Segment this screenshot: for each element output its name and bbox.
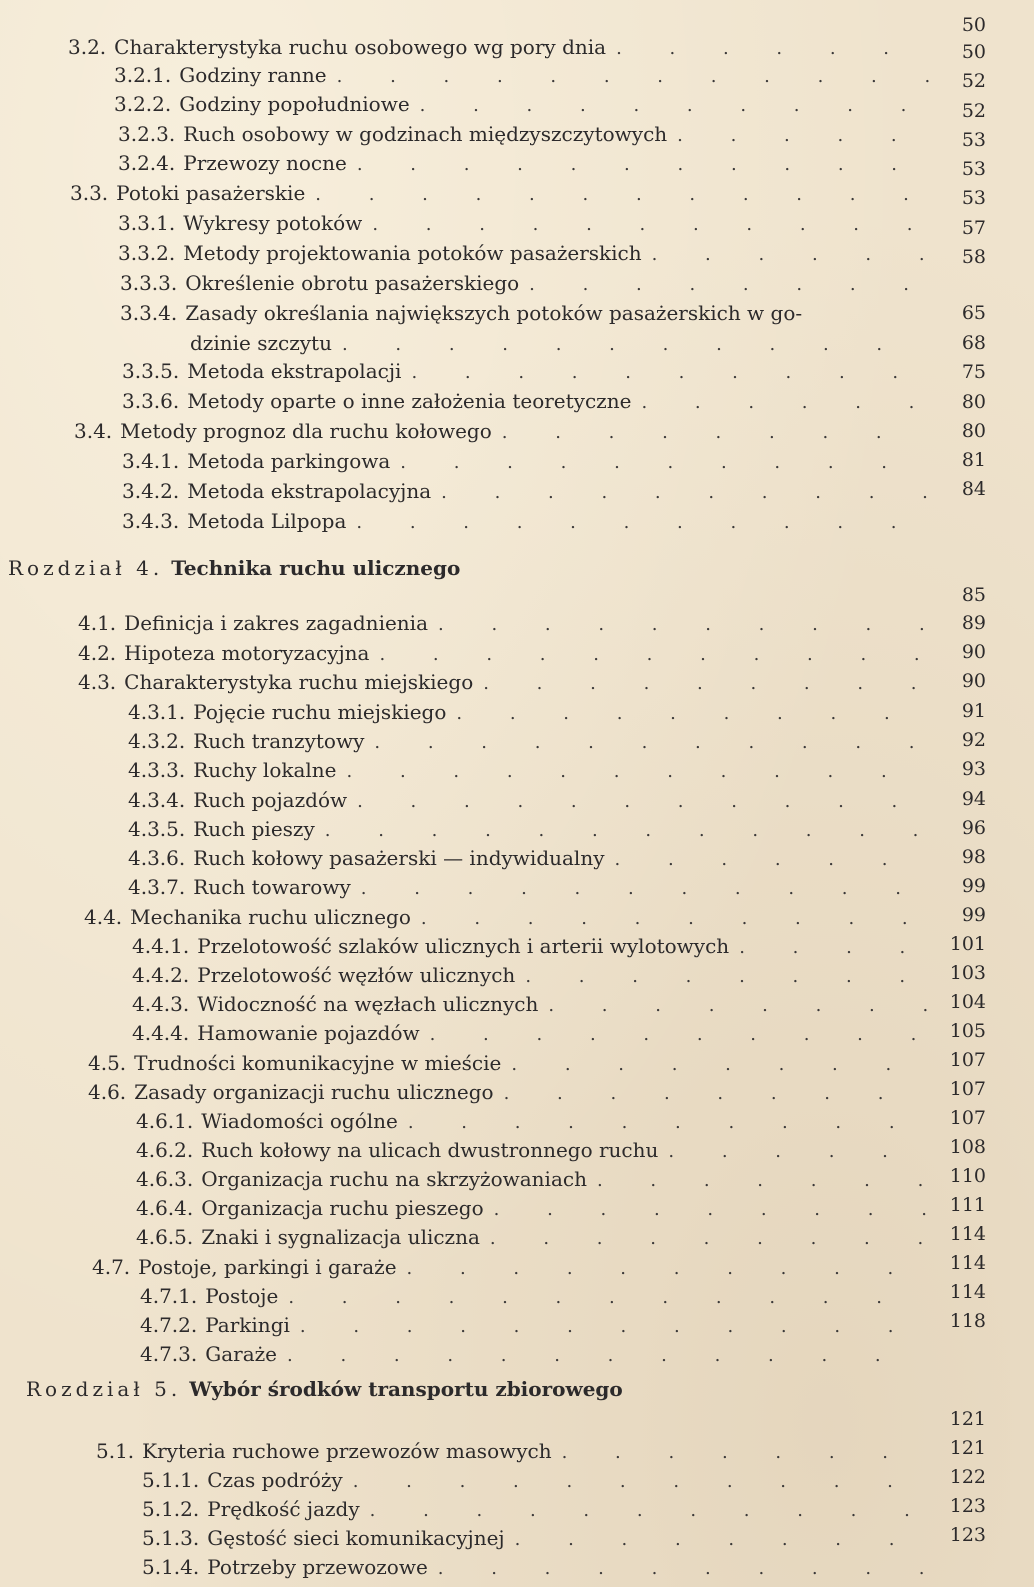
page-number: 121 [949,1437,986,1459]
dot-leader [441,478,930,508]
toc-entry[interactable] [114,60,930,90]
chapter-title: Wybór środków transportu zbiorowego [189,1377,623,1401]
page-number: 58 [961,246,986,268]
toc-entry[interactable] [122,356,930,386]
section-title: Ruch towarowy [193,875,351,899]
section-number: 3.4. [74,419,113,443]
section-number: 4.6.2. [136,1138,194,1162]
dot-leader [615,845,930,875]
toc-entry[interactable] [118,119,930,149]
section-number: 3.4.3. [122,509,180,533]
page-number: 107 [949,1078,986,1100]
section-number: 4.4.3. [132,992,190,1016]
section-title: Metody prognoz dla ruchu kołowego [120,419,492,443]
section-number: 4.7. [92,1255,131,1279]
section-title: Charakterystyka ruchu osobowego wg pory dnia [114,35,607,59]
toc-entry[interactable] [122,386,930,416]
dot-leader [356,508,930,538]
page-number: 65 [961,302,986,324]
page-number: 68 [961,332,986,354]
toc-entry[interactable] [142,1523,930,1553]
section-title: Metoda Lilpopa [187,509,347,533]
section-number: 4.4.2. [132,963,190,987]
section-title: Hipoteza motoryzacyjna [124,641,370,665]
section-number: 4.6.5. [136,1225,194,1249]
page-number: 101 [949,933,986,955]
page-number: 53 [961,158,986,180]
section-title: Kryteria ruchowe przewozów masowych [142,1439,552,1463]
section-title: Organizacja ruchu na skrzyżowaniach [201,1167,587,1191]
toc-entry[interactable] [78,608,930,638]
page-number: 80 [961,420,986,442]
section-title: Ruch pieszy [193,817,315,841]
dot-leader [353,1467,930,1497]
toc-entry[interactable] [88,1077,930,1107]
page-number: 123 [949,1495,986,1517]
dot-leader [374,728,930,758]
toc-entry[interactable] [142,1465,930,1495]
dot-leader [315,180,930,210]
dot-leader [325,816,930,846]
section-title: Godziny ranne [179,63,327,87]
toc-entry[interactable] [128,785,930,815]
page-number: 52 [961,70,986,92]
section-title: Metoda ekstrapolacyjna [187,479,432,503]
toc-entry[interactable] [136,1164,930,1194]
page-number: 107 [949,1107,986,1129]
section-number: 4.6. [88,1080,127,1104]
chapter-heading-4 [8,553,460,583]
toc-entry[interactable] [118,238,930,268]
section-number: 4.6.4. [136,1196,194,1220]
section-title: Ruch osobowy w godzinach międzyszczytowych [183,122,668,146]
toc-entry[interactable] [74,416,930,446]
toc-entry[interactable] [96,1436,930,1466]
dot-leader [379,640,930,670]
page-number: 98 [961,846,986,868]
page-number: 84 [961,478,986,500]
section-title: Metoda ekstrapolacji [187,359,402,383]
dot-leader [652,240,930,270]
toc-entry[interactable] [128,755,930,785]
dot-leader [438,610,930,640]
dot-leader [361,874,930,904]
section-title: Postoje [205,1284,279,1308]
section-title: Ruch tranzytowy [193,729,365,753]
dot-leader [421,904,930,934]
section-title: Hamowanie pojazdów [197,1021,420,1045]
dot-leader [400,448,930,478]
toc-entry[interactable] [114,89,930,119]
toc-entry[interactable] [136,1106,930,1136]
section-title: Zasady określania największych potoków pasażerskich w go- [185,301,803,325]
dot-leader [562,1438,930,1468]
page-number: 53 [961,187,986,209]
section-title: Ruchy lokalne [193,758,337,782]
page-number: 99 [961,904,986,926]
toc-entry[interactable] [128,872,930,902]
section-title: Metoda parkingowa [187,449,391,473]
toc-entry[interactable] [118,208,930,238]
section-number: 4.4.4. [132,1021,190,1045]
dot-leader [420,91,930,121]
page-number: 96 [961,817,986,839]
toc-entry[interactable] [132,1018,930,1048]
dot-leader [502,418,930,448]
page-number: 85 [961,584,986,606]
section-title: Metody projektowania potoków pasażerskich [183,241,642,265]
section-title: Wykresy potoków [183,211,363,235]
toc-entry[interactable] [128,697,930,727]
section-number: 4.3.2. [128,729,186,753]
section-number: 3.2.2. [114,92,172,116]
section-number: 5.1. [96,1439,135,1463]
dot-leader [347,757,930,787]
section-number: 3.3.6. [122,389,180,413]
page-number: 93 [961,758,986,780]
toc-entry[interactable] [84,902,930,932]
page-number: 114 [949,1252,986,1274]
section-title: Przelotowość węzłów ulicznych [197,963,516,987]
section-title: Czas podróży [207,1468,343,1492]
toc-entry[interactable] [136,1135,930,1165]
dot-leader [597,1166,930,1196]
section-number: 4.3.5. [128,817,186,841]
section-number: 3.3.4. [120,301,178,325]
section-number: 4.6.1. [136,1109,194,1133]
page-number: 91 [961,700,986,722]
section-number: 3.2.4. [118,151,176,175]
section-number: 5.1.4. [142,1555,200,1579]
toc-entry[interactable] [122,446,930,476]
page-number: 118 [949,1310,986,1332]
dot-leader [515,1525,930,1555]
page-number: 89 [961,612,986,634]
page-number: 80 [961,391,986,413]
page-number: 122 [949,1466,986,1488]
section-title: Przelotowość szlaków ulicznych i arterii wylotowych [197,934,730,958]
page-number: 90 [961,670,986,692]
page-number: 92 [961,729,986,751]
section-title: Widoczność na węzłach ulicznych [197,992,539,1016]
toc-entry[interactable] [78,638,930,668]
dot-leader [668,1137,930,1167]
section-number: 4.3. [78,670,117,694]
toc-entry[interactable] [120,268,930,298]
section-number: 3.4.1. [122,449,180,473]
dot-leader [677,121,930,151]
section-number: 4.3.7. [128,875,186,899]
dot-leader [511,1050,930,1080]
chapter-title: Technika ruchu ulicznego [171,556,461,580]
toc-entry[interactable] [78,667,930,697]
section-title: Garaże [205,1342,278,1366]
page-number: 111 [949,1194,986,1216]
section-number: 5.1.3. [142,1526,200,1550]
page-number: 105 [949,1020,986,1042]
section-title: Potoki pasażerskie [116,181,306,205]
dot-leader [739,933,930,963]
dot-leader [337,62,930,92]
section-title: Ruch kołowy na ulicach dwustronnego ruchu [201,1138,659,1162]
section-title: Pojęcie ruchu miejskiego [193,700,447,724]
section-title: Potrzeby przewozowe [207,1555,428,1579]
section-number: 3.2.1. [114,63,172,87]
dot-leader [525,962,930,992]
dot-leader [483,669,930,699]
section-title: Trudności komunikacyjne w mieście [134,1051,502,1075]
toc-entry[interactable] [92,1252,930,1282]
page-number: 50 [961,41,986,63]
page-number: 50 [961,14,986,36]
dot-leader [372,210,930,240]
toc-entry[interactable] [120,298,930,328]
section-number: 5.1.1. [142,1468,200,1492]
section-title: Przewozy nocne [183,151,347,175]
chapter-label: Rozdział 5. [26,1377,182,1401]
section-number: 4.7.3. [140,1342,198,1366]
page-number: 53 [961,129,986,151]
toc-entry[interactable] [140,1281,930,1311]
dot-leader [370,1496,930,1526]
section-number: 4.1. [78,611,117,635]
dot-leader [407,1254,930,1284]
toc-entry[interactable] [142,1494,930,1524]
dot-leader [288,1283,930,1313]
section-number: 4.6.3. [136,1167,194,1191]
page-number: 75 [961,361,986,383]
toc-entry[interactable] [88,1048,930,1078]
section-number: 4.3.3. [128,758,186,782]
section-title: Znaki i sygnalizacja uliczna [201,1225,480,1249]
section-number: 4.5. [88,1051,127,1075]
dot-leader [641,388,930,418]
section-number: 3.4.2. [122,479,180,503]
dot-leader [408,1108,930,1138]
dot-leader [357,787,930,817]
toc-entry[interactable] [132,931,930,961]
dot-leader [494,1195,930,1225]
section-number: 4.2. [78,641,117,665]
toc-entry[interactable] [142,1552,930,1582]
section-number: 3.3.2. [118,241,176,265]
dot-leader [490,1224,930,1254]
section-number: 3.3.5. [122,359,180,383]
toc-entry[interactable] [132,960,930,990]
dot-leader [438,1554,930,1584]
toc-entry[interactable] [128,726,930,756]
toc-entry[interactable] [140,1310,930,1340]
section-number: 4.7.2. [140,1313,198,1337]
section-number: 3.2.3. [118,122,176,146]
section-number: 5.1.2. [142,1497,200,1521]
page-number: 114 [949,1223,986,1245]
section-number: 4.4.1. [132,934,190,958]
toc-entry[interactable] [136,1193,930,1223]
dot-leader [357,150,930,180]
toc-entry[interactable] [70,178,930,208]
page-number: 114 [949,1281,986,1303]
section-title: dzinie szczytu [190,331,332,355]
toc-entry[interactable] [128,814,930,844]
dot-leader [430,1020,930,1050]
page-number: 94 [961,788,986,810]
dot-leader [504,1079,930,1109]
section-number: 3.3.1. [118,211,176,235]
page-number: 121 [949,1408,986,1430]
section-number: 4.3.1. [128,700,186,724]
section-number: 3.3. [70,181,109,205]
dot-leader [287,1341,930,1371]
section-number: 4.3.4. [128,788,186,812]
toc-entry[interactable] [132,989,930,1019]
section-title: Wiadomości ogólne [201,1109,398,1133]
section-number: 4.3.6. [128,846,186,870]
dot-leader [300,1312,930,1342]
section-title: Gęstość sieci komunikacyjnej [207,1526,505,1550]
chapter-heading-5 [26,1374,623,1404]
section-title: Mechanika ruchu ulicznego [130,905,411,929]
page-number: 90 [961,641,986,663]
page-number: 107 [949,1049,986,1071]
page-number: 81 [961,449,986,471]
toc-entry[interactable] [122,476,930,506]
dot-leader [411,358,930,388]
toc-entry[interactable] [190,328,930,358]
dot-leader [456,699,930,729]
section-title: Zasady organizacji ruchu ulicznego [134,1080,494,1104]
section-title: Postoje, parkingi i garaże [138,1255,397,1279]
page-number: 57 [961,217,986,239]
dot-leader [548,991,930,1021]
section-title: Prędkość jazdy [207,1497,360,1521]
toc-entry[interactable] [140,1339,930,1369]
page-number: 103 [949,962,986,984]
dot-leader [529,270,930,300]
section-title: Godziny popołudniowe [179,92,410,116]
section-number: 4.7.1. [140,1284,198,1308]
toc-entry[interactable] [136,1222,930,1252]
page-number: 123 [949,1524,986,1546]
section-title: Organizacja ruchu pieszego [201,1196,484,1220]
section-title: Charakterystyka ruchu miejskiego [124,670,474,694]
toc-entry[interactable] [128,843,930,873]
toc-entry[interactable] [118,148,930,178]
section-number: 3.3.3. [120,271,178,295]
section-title: Parkingi [205,1313,290,1337]
section-title: Metody oparte o inne założenia teoretyczne [187,389,632,413]
section-title: Definicja i zakres zagadnienia [124,611,428,635]
chapter-label: Rozdział 4. [8,556,164,580]
page-number: 110 [949,1165,986,1187]
page-number: 108 [949,1136,986,1158]
page-number: 104 [949,991,986,1013]
page-number: 99 [961,875,986,897]
page-number: 52 [961,100,986,122]
section-number: 3.2. [68,35,107,59]
toc-entry[interactable] [68,32,930,62]
section-number: 4.4. [84,905,123,929]
section-title: Określenie obrotu pasażerskiego [185,271,520,295]
section-title: Ruch pojazdów [193,788,348,812]
section-title: Ruch kołowy pasażerski — indywidualny [193,846,605,870]
toc-entry[interactable] [122,506,930,536]
